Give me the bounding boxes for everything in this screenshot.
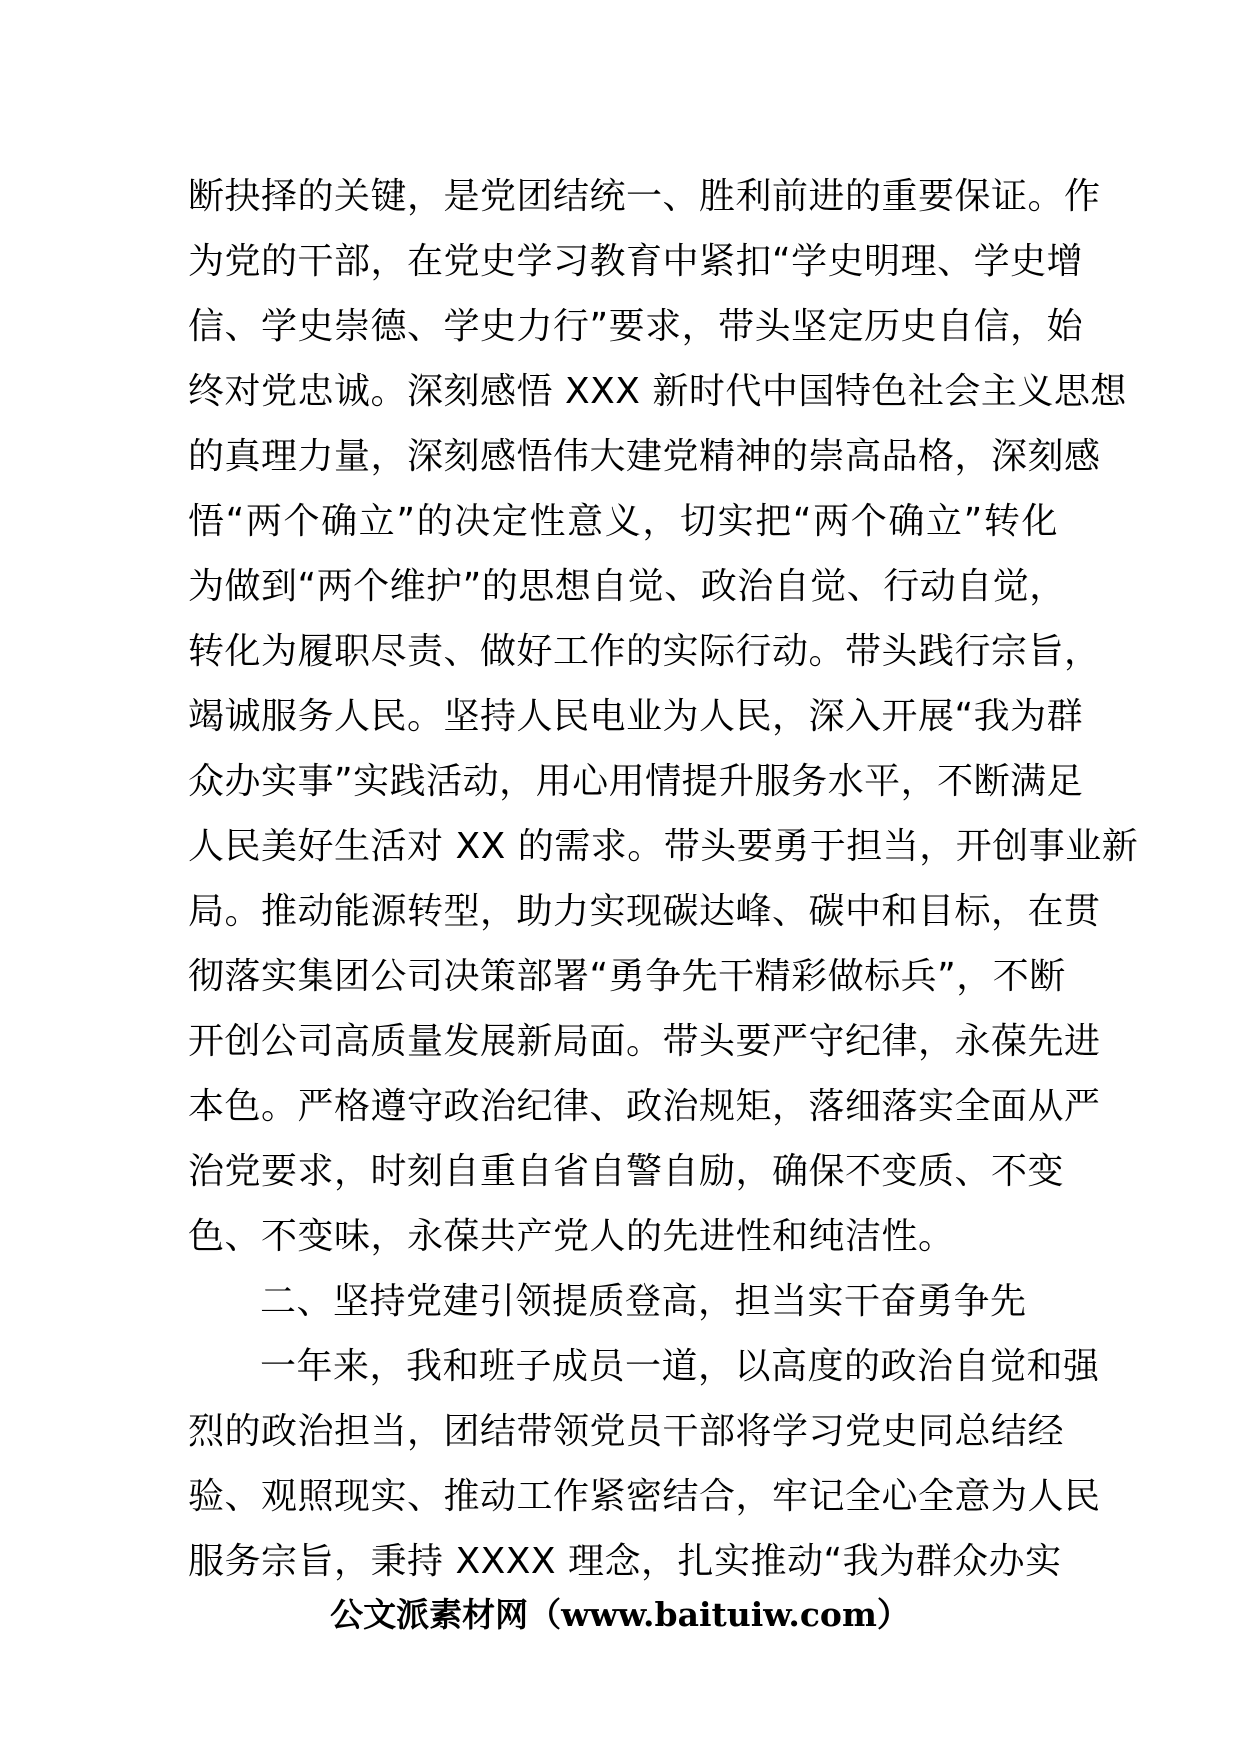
paragraph-line: 信、学史崇德、学史力行”要求，带头坚定历史自信，始 <box>188 306 1084 347</box>
paragraph-line: 治党要求，时刻自重自省自警自励，确保不变质、不变 <box>188 1151 1065 1192</box>
document-body <box>188 164 1139 1594</box>
footer-watermark: 公文派素材网（www.baituiw.com） <box>330 1595 910 1634</box>
paragraph-line: 局。推动能源转型，助力实现碳达峰、碳中和目标，在贯 <box>188 891 1101 932</box>
paragraph-line: 烈的政治担当，团结带领党员干部将学习党史同总结经 <box>188 1411 1065 1452</box>
paragraph-line: 人民美好生活对 XX 的需求。带头要勇于担当，开创事业新 <box>188 826 1139 867</box>
paragraph-line: 悟“两个确立”的决定性意义，切实把“两个确立”转化 <box>188 501 1058 542</box>
paragraph-line: 彻落实集团公司决策部署“勇争先干精彩做标兵”，不断 <box>188 956 1066 997</box>
paragraph-line: 转化为履职尽责、做好工作的实际行动。带头践行宗旨， <box>188 631 1101 672</box>
paragraph-line: 的真理力量，深刻感悟伟大建党精神的崇高品格，深刻感 <box>188 436 1101 477</box>
paragraph-line: 本色。严格遵守政治纪律、政治规矩，落细落实全面从严 <box>188 1086 1101 1127</box>
paragraph-line: 众办实事”实践活动，用心用情提升服务水平，不断满足 <box>188 761 1084 802</box>
paragraph-line: 终对党忠诚。深刻感悟 XXX 新时代中国特色社会主义思想 <box>188 371 1127 412</box>
paragraph-line: 为做到“两个维护”的思想自觉、政治自觉、行动自觉， <box>188 566 1066 607</box>
section-heading: 二、坚持党建引领提质登高，担当实干奋勇争先 <box>260 1281 1027 1322</box>
paragraph-line: 服务宗旨，秉持 XXXX 理念，扎实推动“我为群众办实 <box>188 1541 1062 1582</box>
paragraph-line: 色、不变味，永葆共产党人的先进性和纯洁性。 <box>188 1216 955 1257</box>
paragraph-line: 为党的干部，在党史学习教育中紧扣“学史明理、学史增 <box>188 241 1084 282</box>
paragraph-line: 一年来，我和班子成员一道，以高度的政治自觉和强 <box>260 1346 1100 1387</box>
paragraph-line: 竭诚服务人民。坚持人民电业为人民，深入开展“我为群 <box>188 696 1084 737</box>
paragraph-line: 验、观照现实、推动工作紧密结合，牢记全心全意为人民 <box>188 1476 1101 1517</box>
paragraph-line: 断抉择的关键，是党团结统一、胜利前进的重要保证。作 <box>188 176 1101 217</box>
paragraph-line: 开创公司高质量发展新局面。带头要严守纪律，永葆先进 <box>188 1021 1101 1062</box>
